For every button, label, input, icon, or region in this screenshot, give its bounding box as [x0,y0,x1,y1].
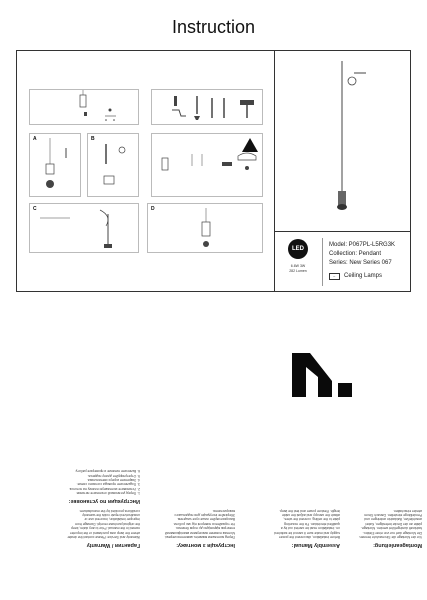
product-drawing [274,51,410,231]
product-info [274,231,410,291]
step-d-panel [147,203,263,253]
step-a-panel [29,133,81,197]
step-b-label: B [91,136,95,142]
text-line: Монтаж повинен виконувати кваліфікований [165,530,235,535]
text-column-install [135,438,235,488]
text-line: length. Restore power and test the lamp. [278,508,340,513]
parts-drawing [30,90,140,126]
text-line: Використовуйте лише сухе чищення. [176,517,235,522]
model-number: Model: P067PL-L5RG3K [329,242,396,248]
text-line: qualified electrician. Fix the mounting [284,521,340,526]
back-page [0,438,427,600]
manual-heading: Assembly Manual: [291,542,340,548]
preface-heading: Montageanleitung: [373,542,422,548]
text-line: where the lamp was purchased or the importer [70,530,140,535]
tools-panel [151,89,263,125]
category-name: Ceiling Lamps [344,273,383,279]
step-a-label: A [33,136,37,142]
text-line: improper installation, incorrect use or [84,517,140,522]
text-line: Vor der Montage die Stromzufuhr trennen. [358,535,422,539]
text-line: fachkraft durchgeführt werden. Montage- [360,526,422,531]
warning-panel [151,133,263,197]
brand-logo-icon [290,347,360,407]
step-c-drawing [30,204,140,254]
text-line: 5. Отрегулируйте длину подвеса. [87,473,140,478]
page-title: Instruction [171,17,256,37]
step-b-panel [87,133,139,197]
led-icon: LED [288,239,308,259]
ceiling-icon: ⌐ [329,273,340,280]
led-watt: 6.6W 3W [290,264,306,268]
text-line: 6. Включите питание и проверьте работу. [75,469,140,474]
step-a-drawing [30,134,82,198]
text-line: Зберігайте інструкцію для подальшого [174,512,235,517]
collection-name: Collection: Pendant [329,251,382,257]
text-column-warranty [40,438,140,548]
text-line: електрик відповідно до норм безпеки. [175,526,235,531]
text-line: 1. Перед установкой отключите питание. [75,491,140,496]
install-heading: Инструкция по установке: [68,498,140,505]
step-b-drawing [88,134,140,198]
text-line: on. Installation must be carried out by a [280,526,340,531]
warranty-heading: Гарантия / Warranty [86,542,140,548]
step-c-panel [29,203,139,253]
step-d-label: D [151,206,155,212]
text-line: Не торкайтеся поверхні під час роботи. [173,521,235,526]
text-line: anschließen, Baldachin anbringen und [364,517,422,522]
step-c-label: C [33,206,37,212]
text-line: Die Montage darf nur von einer Elektro- [362,530,422,535]
info-separator [322,238,323,286]
text-line: Pendellänge einstellen. Danach Strom [364,512,422,517]
text-line: 4. Закрепите корпус светильника. [86,477,140,482]
text-line: Before installation, disconnect the power [279,535,340,539]
warning-drawing [152,134,264,198]
text-line: supply and make sure it cannot be switched [274,530,340,535]
text-line: wieder einschalten. [392,508,422,513]
text-line: unauthorized repair voids the warranty [82,512,140,517]
text-line: Перед монтажем вимкніть живлення мережі. [164,535,235,539]
safety-heading: Інструкція з монтажу: [176,542,235,548]
parts-panel [29,89,139,125]
text-line: attach the canopy and adjust the cable [281,512,340,517]
text-line: Warranty and Service: Please contact the dealer [67,535,140,539]
text-line: використання. [212,508,235,513]
led-lumen: 282 Lumen [289,269,307,273]
step-d-drawing [148,204,264,254]
text-line: named in the manual. Prior to any claim, keep [71,526,140,531]
text-line: 3. Подключите провода согласно схеме. [76,482,140,487]
text-line: the original purchase receipt. Damage from [74,521,140,526]
series-name: Series: New Series 067 [329,260,392,266]
text-line: conditions provided by the manufacturer. [78,508,140,513]
text-line: plate to the ceiling, connect the wires, [283,517,340,522]
text-line: platte an der Decke befestigen, Kabel [365,521,422,526]
instruction-sheet [16,50,411,292]
text-line: 2. Установите монтажную планку на потолок. [68,486,140,491]
tools-drawing [152,90,264,126]
text-column-assembly [240,438,340,548]
